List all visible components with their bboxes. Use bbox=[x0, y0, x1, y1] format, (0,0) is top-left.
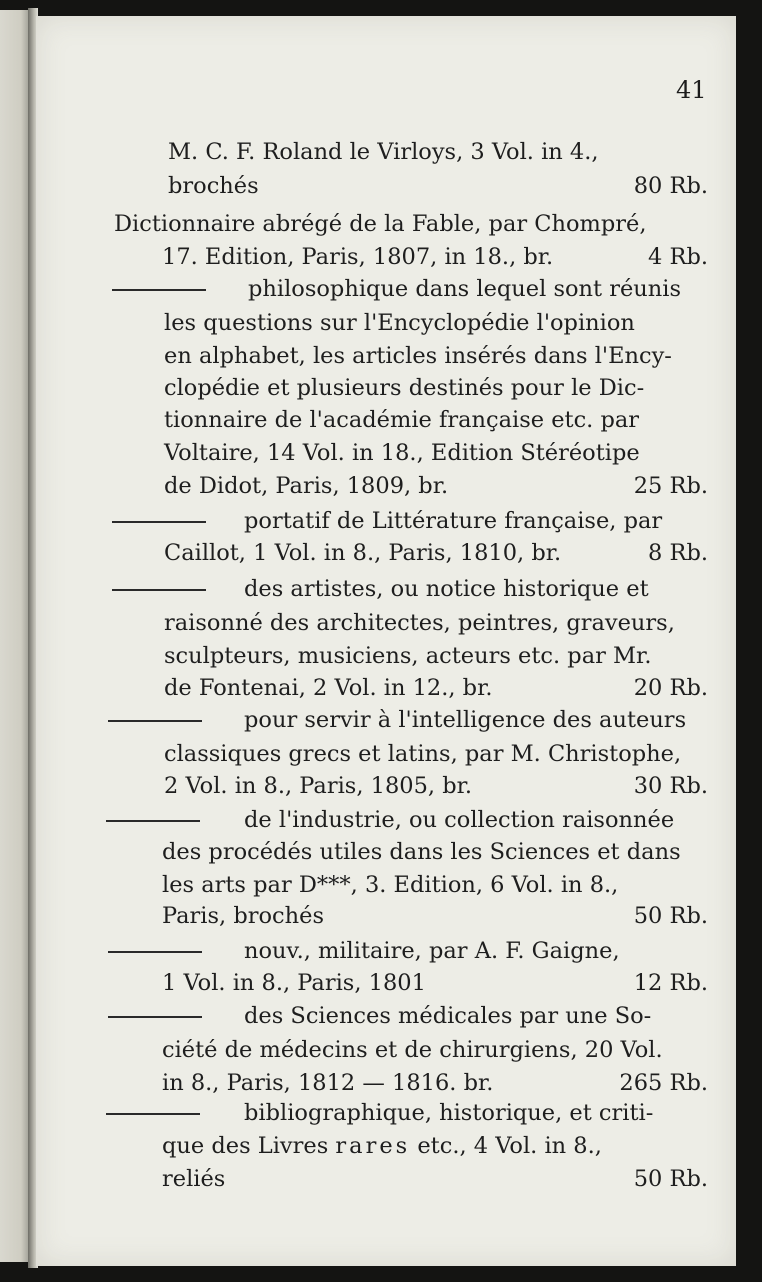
entry-line bbox=[162, 869, 708, 901]
entry-text: pour servir à l'intelligence des auteurs bbox=[244, 707, 687, 733]
entry-price-line bbox=[162, 241, 708, 273]
ditto-dash bbox=[108, 720, 202, 722]
page-number: 41 bbox=[676, 76, 707, 104]
price: 20 Rb. bbox=[633, 675, 708, 701]
entry-text: Voltaire, 14 Vol. in 18., Edition Stéréotipe bbox=[164, 440, 640, 466]
ditto-dash bbox=[112, 589, 206, 591]
ditto-dash bbox=[106, 820, 200, 822]
entry-text: nouv., militaire, par A. F. Gaigne, bbox=[244, 938, 620, 964]
entry-price-line bbox=[162, 1067, 708, 1099]
entry-line bbox=[162, 1034, 708, 1066]
entry-text: des procédés utiles dans les Sciences et dans bbox=[162, 839, 681, 865]
entry-text: les questions sur l'Encyclopédie l'opinion bbox=[164, 310, 635, 336]
ditto-line bbox=[112, 573, 708, 605]
entry-line bbox=[164, 738, 708, 770]
entry-text: 17. Edition, Paris, 1807, in 18., br. bbox=[162, 244, 554, 270]
entry-text: Paris, brochés bbox=[162, 903, 325, 929]
entry-price-line bbox=[168, 170, 708, 202]
price: 12 Rb. bbox=[633, 970, 708, 996]
entry-price-line bbox=[162, 967, 708, 999]
entry-line bbox=[164, 437, 708, 469]
ditto-line bbox=[106, 804, 708, 836]
entry-text: Caillot, 1 Vol. in 8., Paris, 1810, br. bbox=[164, 540, 562, 566]
entry-text: brochés bbox=[168, 173, 259, 199]
entry-text: raisonné des architectes, peintres, graveurs, bbox=[164, 610, 675, 636]
entry-text: in 8., Paris, 1812 — 1816. br. bbox=[162, 1070, 494, 1096]
entry-price-line bbox=[162, 1163, 708, 1195]
entry-text: M. C. F. Roland le Virloys, 3 Vol. in 4., bbox=[168, 139, 599, 165]
ditto-line bbox=[106, 1097, 708, 1129]
ditto-dash bbox=[108, 951, 202, 953]
entry-line bbox=[164, 307, 708, 339]
entry-text: bibliographique, historique, et criti- bbox=[244, 1100, 654, 1126]
entry-text: les arts par D***, 3. Edition, 6 Vol. in 8., bbox=[162, 872, 619, 898]
ditto-line bbox=[108, 935, 708, 967]
entry-line bbox=[164, 404, 708, 436]
entry-price-line bbox=[164, 770, 708, 802]
entry-text: de Fontenai, 2 Vol. in 12., br. bbox=[164, 675, 493, 701]
price: 30 Rb. bbox=[633, 773, 708, 799]
entry-text: des Sciences médicales par une So- bbox=[244, 1003, 652, 1029]
entry-line bbox=[162, 1130, 708, 1162]
ditto-dash bbox=[108, 1016, 202, 1018]
entry-line bbox=[168, 136, 708, 168]
entry-text: 2 Vol. in 8., Paris, 1805, br. bbox=[164, 773, 473, 799]
entry-price-line bbox=[164, 537, 708, 569]
entry-text: classiques grecs et latins, par M. Christophe, bbox=[164, 741, 682, 767]
entry-text-line bbox=[162, 1130, 602, 1162]
entry-line bbox=[164, 340, 708, 372]
entry-price-line bbox=[164, 470, 708, 502]
entry-text: de Didot, Paris, 1809, br. bbox=[164, 473, 449, 499]
entry-text: Dictionnaire abrégé de la Fable, par Chompré, bbox=[114, 211, 647, 237]
ditto-line bbox=[112, 273, 708, 305]
ditto-dash bbox=[112, 289, 206, 291]
price: 265 Rb. bbox=[619, 1070, 708, 1096]
entry-text: que des Livres bbox=[162, 1133, 336, 1159]
entry-text: des artistes, ou notice historique et bbox=[244, 576, 649, 602]
entry-price-line bbox=[162, 900, 708, 932]
entry-line bbox=[164, 372, 708, 404]
price: 4 Rb. bbox=[648, 244, 708, 270]
entry-text: tionnaire de l'académie française etc. par bbox=[164, 407, 640, 433]
entry-text: de l'industrie, ou collection raisonnée bbox=[244, 807, 675, 833]
ditto-line bbox=[112, 505, 708, 537]
entry-text: reliés bbox=[162, 1166, 226, 1192]
price: 25 Rb. bbox=[633, 473, 708, 499]
entry-text: clopédie et plusieurs destinés pour le Dic- bbox=[164, 375, 645, 401]
emphasized-text: rares bbox=[335, 1133, 411, 1159]
entry-text: 1 Vol. in 8., Paris, 1801 bbox=[162, 970, 426, 996]
ditto-line bbox=[108, 1000, 708, 1032]
entry-text: ciété de médecins et de chirurgiens, 20 Vol. bbox=[162, 1037, 663, 1063]
ditto-dash bbox=[106, 1113, 200, 1115]
entry-text: en alphabet, les articles insérés dans l'Ency- bbox=[164, 343, 672, 369]
price: 50 Rb. bbox=[633, 903, 708, 929]
price: 50 Rb. bbox=[633, 1166, 708, 1192]
entry-text: etc., 4 Vol. in 8., bbox=[410, 1133, 602, 1159]
entry-price-line bbox=[164, 672, 708, 704]
entry-text: philosophique dans lequel sont réunis bbox=[248, 276, 682, 302]
entry-text: portatif de Littérature française, par bbox=[244, 508, 663, 534]
entry-line bbox=[114, 208, 708, 240]
entry-text: sculpteurs, musiciens, acteurs etc. par Mr. bbox=[164, 643, 652, 669]
ditto-dash bbox=[112, 521, 206, 523]
price: 8 Rb. bbox=[648, 540, 708, 566]
entry-line bbox=[162, 836, 708, 868]
price: 80 Rb. bbox=[633, 173, 708, 199]
entry-line bbox=[164, 607, 708, 639]
entry-line bbox=[164, 640, 708, 672]
ditto-line bbox=[108, 704, 708, 736]
